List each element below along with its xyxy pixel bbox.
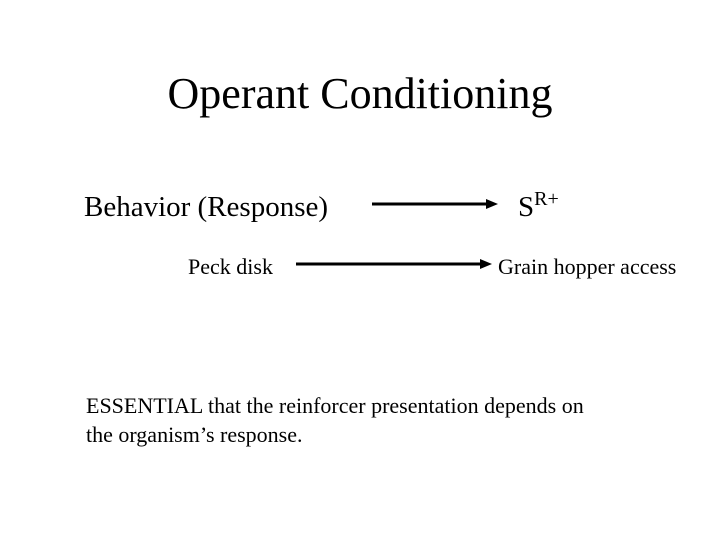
example-consequence-label: Grain hopper access [498,254,677,279]
behavior-to-reinforcer-arrow [370,196,500,212]
example-arrow [294,256,494,272]
behavior-label: Behavior (Response) [84,191,329,223]
slide-title: Operant Conditioning [167,69,553,118]
reinforcer-symbol: S [518,191,535,223]
reinforcer-superscript: R+ [534,188,559,210]
essential-note-line-2: the organism’s response. [86,422,303,447]
essential-note-line-1: ESSENTIAL that the reinforcer presentation depends on [86,393,584,418]
essential-note [86,391,686,449]
example-behavior-label: Peck disk [188,254,273,279]
reinforcer-label [518,190,559,227]
